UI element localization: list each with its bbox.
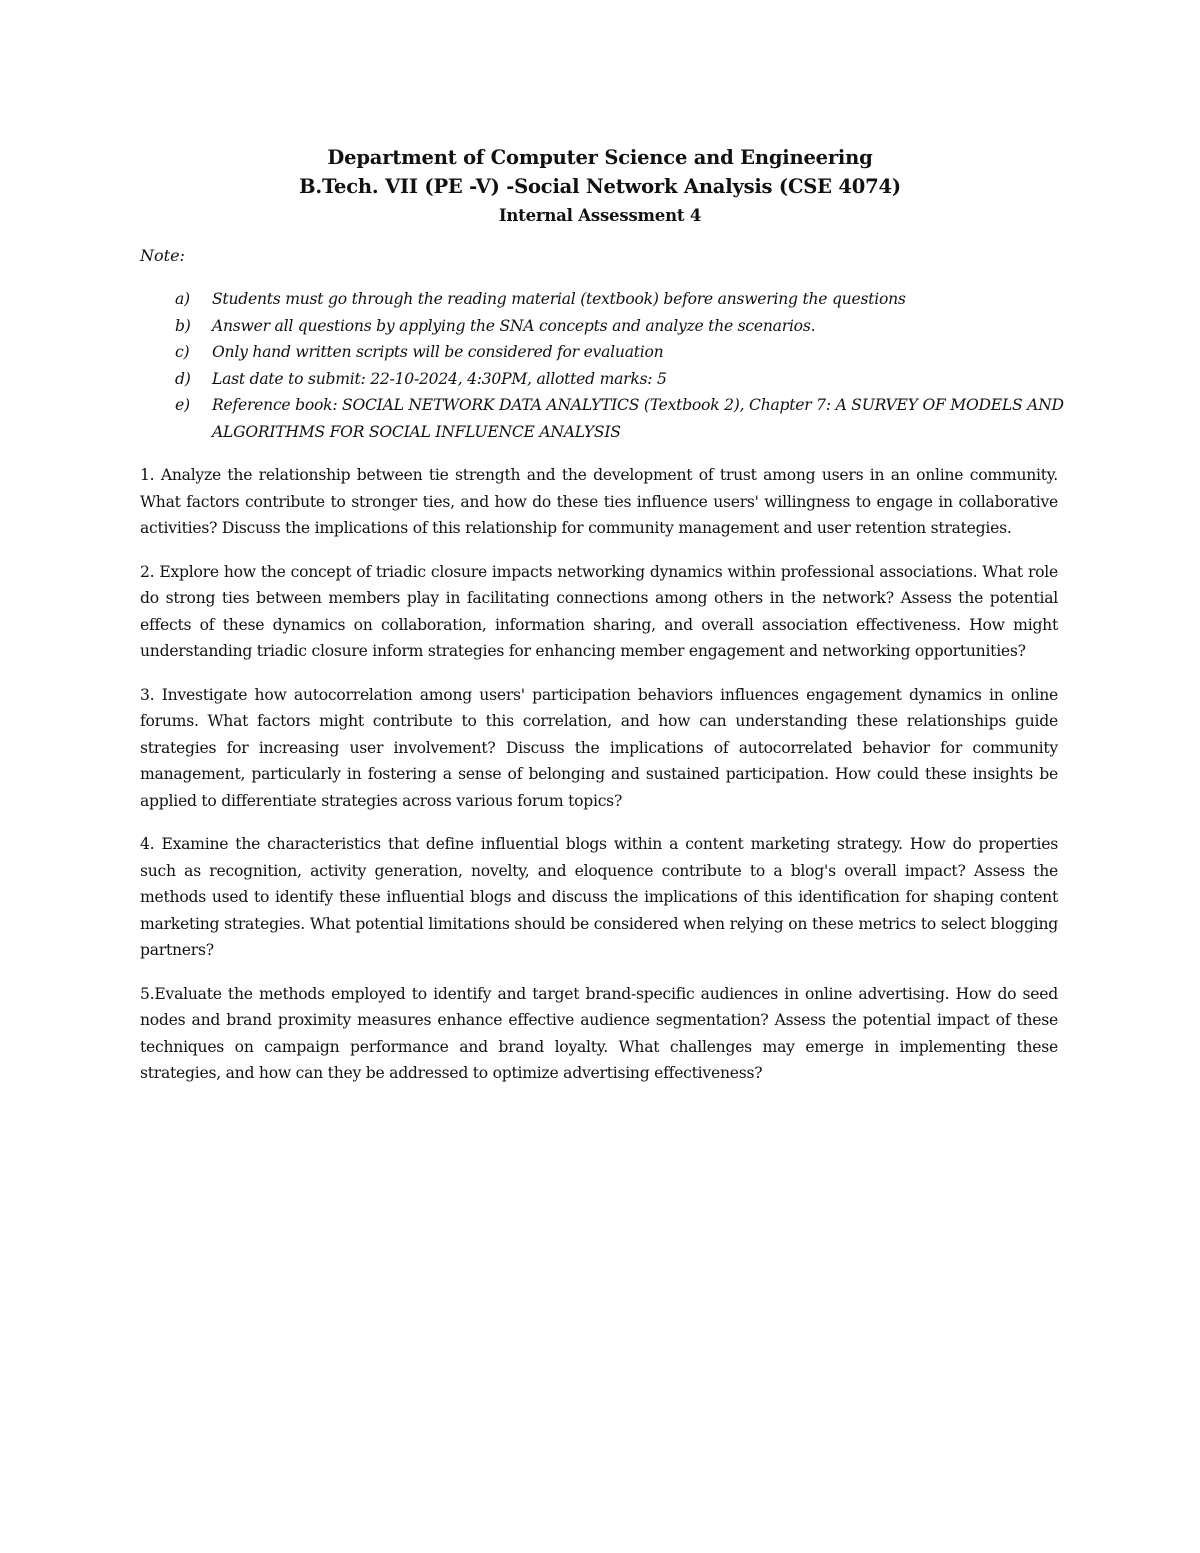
course-title: B.Tech. VII (PE -V) -Social Network Analysis (CSE 4074) xyxy=(299,175,901,198)
note-text: Last date to submit: 22-10-2024, 4:30PM, allotted marks: 5 xyxy=(212,369,667,388)
question-1: 1. Analyze the relationship between tie strength and the development of trust among users in an online community. What factors contribute to stronger ties, and how do these ties influence users' willingness to engage in collaborative activities? Discuss the implications of this relationship for community management and user retention strategies. xyxy=(140,466,1058,537)
note-label: Note: xyxy=(140,246,185,265)
note-text: Students must go through the reading material (textbook) before answering the questions xyxy=(212,290,906,308)
note-item xyxy=(140,313,1065,340)
department-title: Department of Computer Science and Engineering xyxy=(327,146,873,169)
note-marker: a) xyxy=(175,290,190,308)
note-marker: c) xyxy=(175,343,190,361)
note-marker: e) xyxy=(175,396,190,414)
note-item xyxy=(140,286,1065,313)
note-text: Only hand written scripts will be considered for evaluation xyxy=(212,343,664,361)
question-5: 5.Evaluate the methods employed to identify and target brand-specific audiences in online advertising. How do seed nodes and brand proximity measures enhance effective audience segmentation? Assess the potential impact of these techniques on campaign performance and brand loyalty. What challenges may emerge in implementing these strategies, and how can they be addressed to optimize advertising effectiveness? xyxy=(140,984,1058,1082)
notes-list xyxy=(140,286,1065,445)
question-2: 2. Explore how the concept of triadic closure impacts networking dynamics within professional associations. What role do strong ties between members play in facilitating connections among others in the network? Assess the potential effects of these dynamics on collaboration, information sharing, and overall association effectiveness. How might understanding triadic closure inform strategies for enhancing member engagement and networking opportunities? xyxy=(140,562,1058,660)
note-item xyxy=(140,392,1065,445)
questions-section xyxy=(140,462,1058,1104)
document-header xyxy=(140,143,1060,230)
question-3: 3. Investigate how autocorrelation among users' participation behaviors influences engagement dynamics in online forums. What factors might contribute to this correlation, and how can understanding these relationships guide strategies for increasing user involvement? Discuss the implications of autocorrelated behavior for community management, particularly in fostering a sense of belonging and sustained participation. How could these insights be applied to differentiate strategies across various forum topics? xyxy=(140,685,1058,810)
note-item xyxy=(140,366,1065,393)
question-4: 4. Examine the characteristics that define influential blogs within a content marketing strategy. How do properties such as recognition, activity generation, novelty, and eloquence contribute to a blog's overall impact? Assess the methods used to identify these influential blogs and discuss the implications of this identification for shaping content marketing strategies. What potential limitations should be considered when relying on these metrics to select blogging partners? xyxy=(140,835,1058,959)
note-text: Answer all questions by applying the SNA concepts and analyze the scenarios. xyxy=(212,316,816,335)
note-item xyxy=(140,339,1065,366)
note-marker: d) xyxy=(175,369,191,388)
note-marker: b) xyxy=(175,316,191,335)
note-text: Reference book: SOCIAL NETWORK DATA ANALYTICS (Textbook 2), Chapter 7: A SURVEY OF MODELS AND ALGORITHMS FOR SOCIAL INFLUENCE ANALYSIS xyxy=(212,396,1064,441)
assessment-title: Internal Assessment 4 xyxy=(498,206,702,225)
